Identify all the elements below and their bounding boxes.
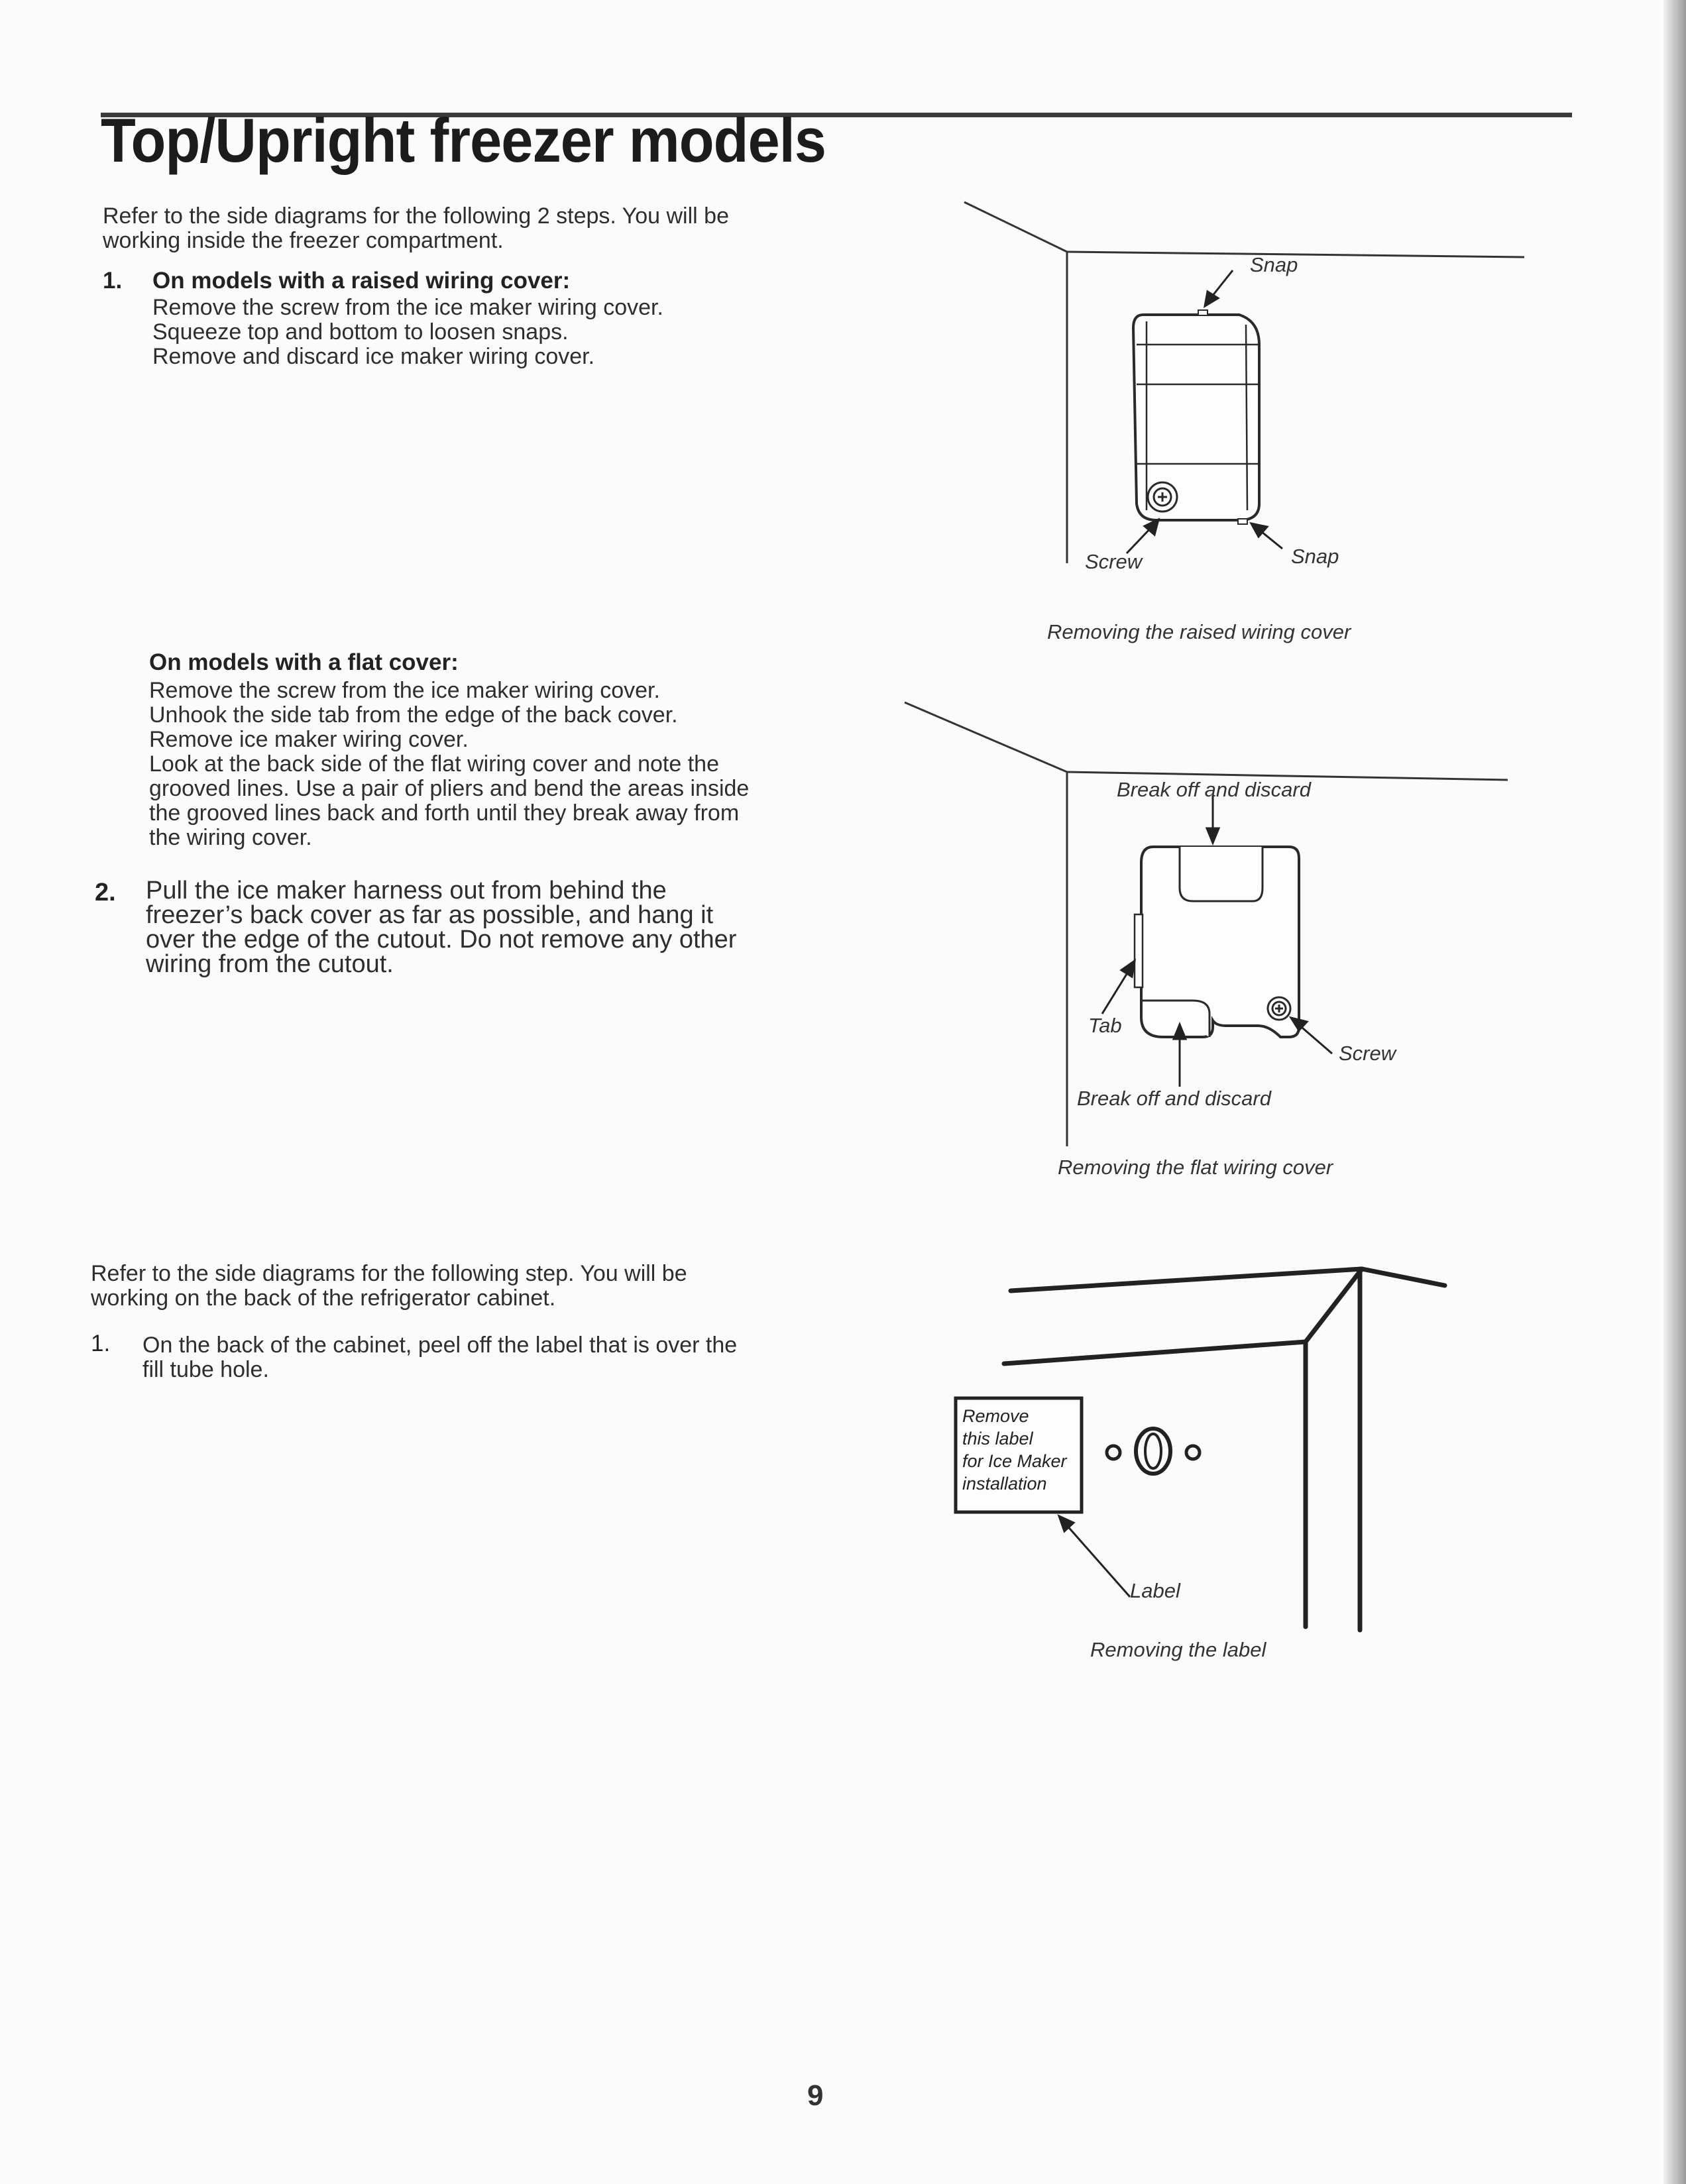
screw-arrow xyxy=(1298,1024,1332,1054)
screw-icon xyxy=(1148,482,1177,512)
page-number: 9 xyxy=(807,2079,824,2112)
label-text-line: installation xyxy=(962,1474,1047,1494)
instruction-line: the wiring cover. xyxy=(149,825,312,850)
break-bottom-label: Break off and discard xyxy=(1077,1087,1271,1110)
arrowhead-icon xyxy=(1121,961,1135,977)
wall-edge-line xyxy=(964,202,1067,252)
break-top-label: Break off and discard xyxy=(1117,778,1311,801)
intro-line: Refer to the side diagrams for the following step. You will be xyxy=(91,1261,687,1286)
cabinet-edge-line xyxy=(1306,1269,1362,1342)
instruction-line: Remove the screw from the ice maker wiring cover. xyxy=(149,678,660,703)
raised-cover-caption: Removing the raised wiring cover xyxy=(1047,620,1351,643)
snap-bottom-label: Snap xyxy=(1291,545,1339,568)
instruction-line: over the edge of the cutout. Do not remove any other xyxy=(146,926,737,954)
instruction-line: On the back of the cabinet, peel off the label that is over the xyxy=(142,1333,738,1358)
instruction-line: Remove the screw from the ice maker wiring cover. xyxy=(152,295,663,320)
raised-heading: On models with a raised wiring cover: xyxy=(152,268,571,294)
section2-intro xyxy=(91,1262,687,1311)
instruction-line: Look at the back side of the flat wiring cover and note the xyxy=(149,751,719,777)
instruction-line: Squeeze top and bottom to loosen snaps. xyxy=(152,319,569,345)
tab-label: Tab xyxy=(1088,1014,1122,1037)
section2-step1-number: 1. xyxy=(91,1331,111,1356)
label-text-line: this label xyxy=(962,1429,1033,1448)
label-text-line: for Ice Maker xyxy=(962,1451,1067,1471)
intro-line: working on the back of the refrigerator cabinet. xyxy=(91,1285,556,1311)
cabinet-edge-line xyxy=(1011,1269,1362,1291)
step1-number: 1. xyxy=(103,268,123,294)
snap-top-label: Snap xyxy=(1250,253,1298,276)
screw-icon xyxy=(1268,997,1290,1020)
raised-instructions xyxy=(152,296,663,369)
page-title: Top/Upright freezer models xyxy=(101,105,826,175)
instruction-line: freezer’s back cover as far as possible, and hang it xyxy=(146,901,714,929)
scan-page-edge xyxy=(1663,0,1686,2184)
instruction-line: Unhook the side tab from the edge of the back cover. xyxy=(149,702,678,728)
arrowhead-icon xyxy=(1059,1516,1074,1531)
instruction-line: Remove and discard ice maker wiring cover. xyxy=(152,344,595,369)
section1-intro xyxy=(103,204,729,253)
label-callout: Label xyxy=(1130,1579,1180,1602)
screw-label: Screw xyxy=(1339,1042,1396,1065)
arrowhead-icon xyxy=(1205,292,1218,306)
instruction-line: fill tube hole. xyxy=(142,1357,269,1382)
cabinet-edge-line xyxy=(1004,1342,1306,1364)
flat-instructions xyxy=(149,679,749,850)
arrowhead-icon xyxy=(1207,828,1219,843)
instruction-line: Pull the ice maker harness out from behind the xyxy=(146,877,667,904)
instruction-line: the grooved lines back and forth until they break away from xyxy=(149,800,740,826)
label-arrow xyxy=(1066,1524,1130,1597)
instruction-line: grooved lines. Use a pair of pliers and bend the areas inside xyxy=(149,776,750,801)
label-caption: Removing the label xyxy=(1090,1638,1266,1661)
instruction-line: wiring from the cutout. xyxy=(146,950,394,978)
section2-step1-instructions xyxy=(142,1333,737,1382)
cabinet-edge-line xyxy=(1362,1269,1445,1285)
fill-tube-hole-icon xyxy=(1107,1429,1200,1474)
intro-line: working inside the freezer compartment. xyxy=(103,228,504,253)
tab-arrow xyxy=(1102,969,1130,1014)
intro-line: Refer to the side diagrams for the following 2 steps. You will be xyxy=(103,203,729,229)
wall-edge-line xyxy=(905,702,1067,772)
step2-instructions xyxy=(146,879,736,977)
raised-cover-diagram xyxy=(928,186,1538,663)
screw-label: Screw xyxy=(1085,550,1143,573)
flat-heading: On models with a flat cover: xyxy=(149,649,459,675)
flat-cover-diagram xyxy=(901,689,1538,1173)
label-diagram xyxy=(928,1252,1471,1650)
flat-cover-caption: Removing the flat wiring cover xyxy=(1058,1156,1333,1179)
label-text-line: Remove xyxy=(962,1406,1029,1426)
instruction-line: Remove ice maker wiring cover. xyxy=(149,727,469,752)
step2-number: 2. xyxy=(95,879,116,906)
